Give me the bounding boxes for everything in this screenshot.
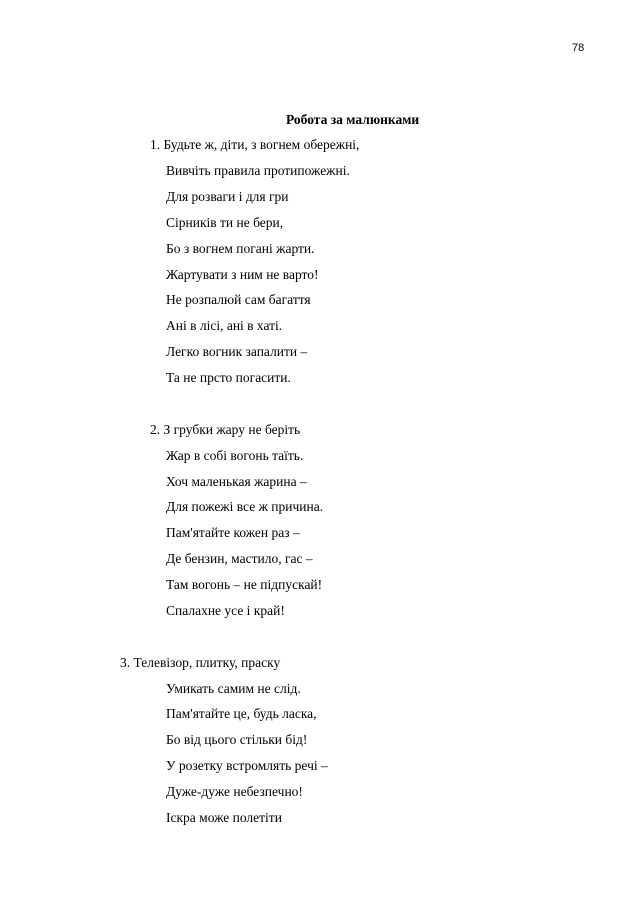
poem-line: Вивчіть правила протипожежні.: [166, 163, 350, 178]
poem-line: 3. Телевізор, плитку, праску: [120, 655, 281, 670]
poem-line: Легко вогник запалити –: [166, 344, 308, 359]
poem-line: Дуже-дуже небезпечно!: [166, 784, 303, 799]
poem-line: У розетку встромлять речі –: [166, 758, 328, 773]
poem-line: 2. З грубки жару не беріть: [150, 422, 301, 437]
poem-line: Не розпалюй сам багаття: [166, 292, 311, 307]
poem-line: Жартувати з ним не варто!: [166, 267, 319, 282]
poem-line: Іскра може полетіти: [166, 810, 282, 825]
poem-line: Умикать самим не слід.: [166, 681, 301, 696]
poem-line: Сірників ти не бери,: [166, 215, 284, 230]
poem-line: Бо з вогнем погані жарти.: [166, 241, 315, 256]
poem-line: Та не прсто погасити.: [166, 370, 291, 385]
poem-title: Робота за малюнками: [286, 112, 420, 127]
poem-line: Бо від цього стільки бід!: [166, 732, 308, 747]
poem-line: Для розваги і для гри: [166, 189, 289, 204]
poem-line: Жар в собі вогонь таїть.: [166, 448, 304, 463]
poem-line: Хоч маленькая жарина –: [166, 474, 307, 489]
page-number: 78: [572, 42, 585, 54]
poem-line: Пам'ятайте це, будь ласка,: [166, 706, 317, 721]
poem-line: 1. Будьте ж, діти, з вогнем обережні,: [150, 137, 360, 152]
poem-line: Для пожежі все ж причина.: [166, 499, 324, 514]
poem-line: Спалахне усе і край!: [166, 603, 285, 618]
poem-line: Ані в лісі, ані в хаті.: [166, 318, 283, 333]
poem-line: Де бензин, мастило, гас –: [166, 551, 313, 566]
poem-line: Там вогонь – не підпускай!: [166, 577, 323, 592]
poem-line: Пам'ятайте кожен раз –: [166, 525, 300, 540]
